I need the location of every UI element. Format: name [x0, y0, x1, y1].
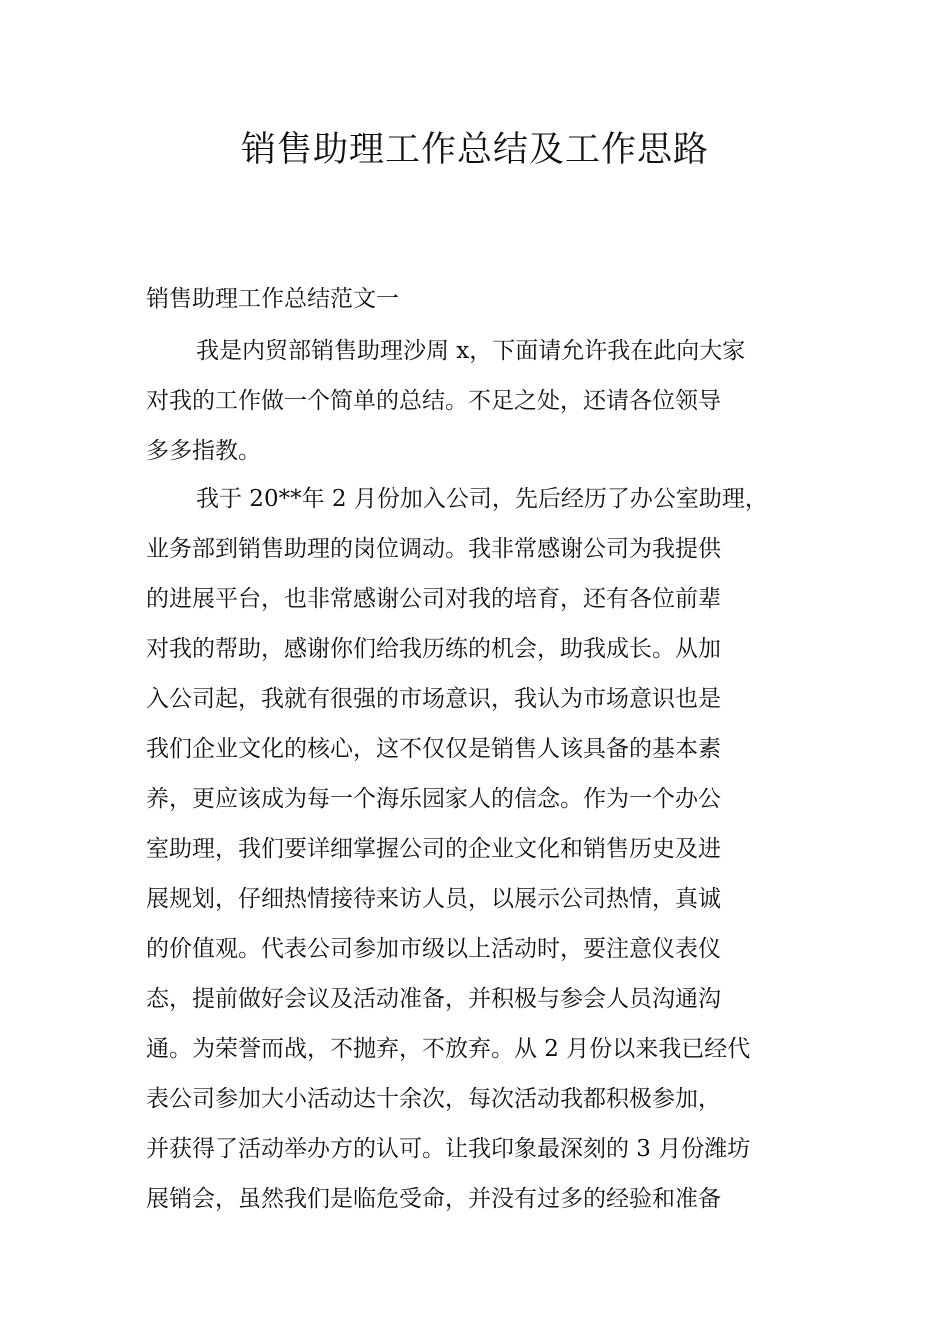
- paragraph-line: 我们企业文化的核心，这不仅仅是销售人该具备的基本素: [146, 736, 721, 762]
- paragraph-line: 我于 20**年 2 月份加入公司，先后经历了办公室助理，: [196, 486, 768, 512]
- paragraph-intro: [146, 326, 826, 476]
- document-title: 销售助理工作总结及工作思路: [240, 130, 709, 170]
- paragraph-line: 室助理，我们要详细掌握公司的企业文化和销售历史及进: [146, 836, 721, 862]
- paragraph-line: 业务部到销售助理的岗位调动。我非常感谢公司为我提供: [146, 536, 721, 562]
- paragraph-line: 展销会，虽然我们是临危受命，并没有过多的经验和准备: [146, 1186, 721, 1212]
- paragraph-line: 入公司起，我就有很强的市场意识，我认为市场意识也是: [146, 686, 721, 712]
- paragraph-line: 对我的工作做一个简单的总结。不足之处，还请各位领导: [146, 388, 721, 414]
- paragraph-line: 通。为荣誉而战，不抛弃，不放弃。从 2 月份以来我已经代: [146, 1036, 751, 1062]
- paragraph-line: 养，更应该成为每一个海乐园家人的信念。作为一个办公: [146, 786, 721, 812]
- section-heading: 销售助理工作总结范文一: [146, 286, 399, 312]
- paragraph-line: 对我的帮助，感谢你们给我历练的机会，助我成长。从加: [146, 636, 721, 662]
- paragraph-line: 多多指教。: [146, 438, 261, 464]
- paragraph-line: 展规划，仔细热情接待来访人员，以展示公司热情，真诚: [146, 886, 721, 912]
- paragraph-line: 并获得了活动举办方的认可。让我印象最深刻的 3 月份潍坊: [146, 1136, 751, 1162]
- paragraph-line: 的价值观。代表公司参加市级以上活动时，要注意仪表仪: [146, 936, 721, 962]
- paragraph-experience: [146, 474, 826, 1224]
- paragraph-line: 的进展平台，也非常感谢公司对我的培育，还有各位前辈: [146, 586, 721, 612]
- paragraph-line: 我是内贸部销售助理沙周 x，下面请允许我在此向大家: [196, 338, 746, 364]
- paragraph-line: 态，提前做好会议及活动准备，并积极与参会人员沟通沟: [146, 986, 721, 1012]
- paragraph-line: 表公司参加大小活动达十余次，每次活动我都积极参加，: [146, 1086, 721, 1112]
